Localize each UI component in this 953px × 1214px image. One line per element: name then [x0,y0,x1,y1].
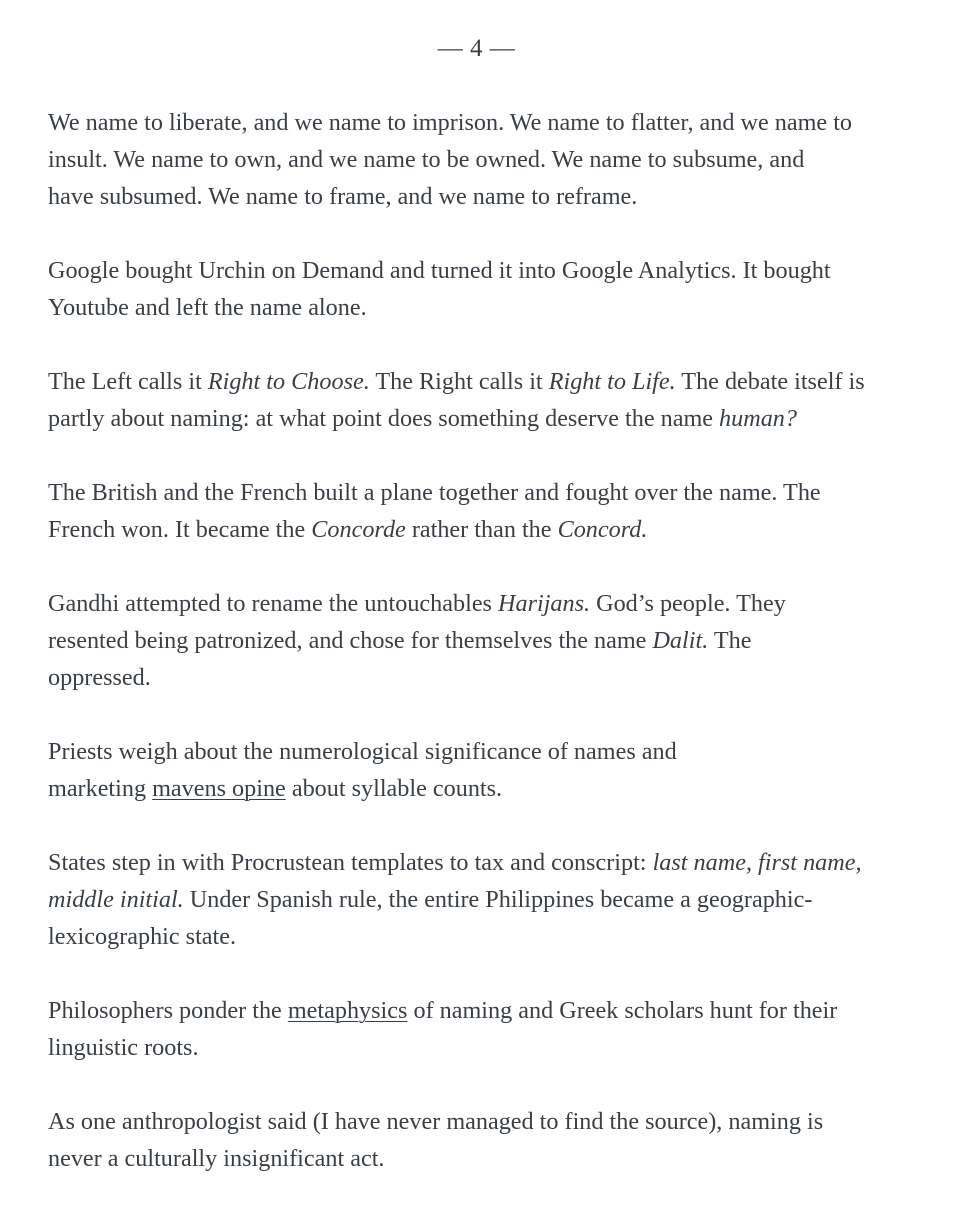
paragraph-philosophers: Philosophers ponder the metaphysics of naming and Greek scholars hunt for their linguistic roots. [48,997,838,1061]
paragraph-google: Google bought Urchin on Demand and turned it into Google Analytics. It bought Youtube and left the name alone. [48,257,831,321]
paragraph-priests: Priests weigh about the numerological significance of names and marketing mavens opine about syllable counts. [48,738,677,802]
paragraph-concorde: The British and the French built a plane together and fought over the name. The French won. It became the Concorde rather than the Concord. [48,479,821,543]
paragraph-left-right: The Left calls it Right to Choose. The Right calls it Right to Life. The debate itself is partly about naming: at what point does something deserve the name human? [48,368,865,432]
paragraph-states: States step in with Procrustean templates to tax and conscript: last name, first name, middle initial. Under Spanish rule, the entire Philippines became a geographic- lexicographic state. [48,849,862,950]
paragraph-naming-purposes: We name to liberate, and we name to imprison. We name to flatter, and we name to insult. We name to own, and we name to be owned. We name to subsume, and have subsumed. We name to frame, and we name to reframe. [48,109,853,210]
document-body [48,104,928,1214]
link-mavens-opine[interactable]: mavens opine [152,775,286,802]
link-metaphysics[interactable]: metaphysics [287,997,408,1024]
paragraph-anthropologist: As one anthropologist said (I have never managed to find the source), naming is never a culturally insignificant act. [48,1108,824,1172]
paragraph-gandhi: Gandhi attempted to rename the untouchables Harijans. God’s people. They resented being patronized, and chose for themselves the name Dalit. The oppressed. [48,590,786,691]
page-number: — 4 — [437,35,516,62]
